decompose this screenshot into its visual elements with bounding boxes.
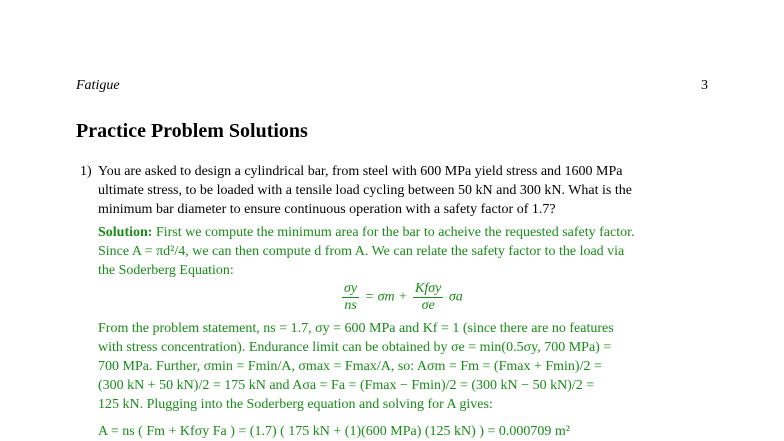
solution-label: Solution: <box>98 225 153 240</box>
problem-text-line-3: minimum bar diameter to ensure continuous operation with a safety factor of 1.7? <box>98 202 556 217</box>
equation-right-denominator: σe <box>421 298 435 313</box>
page-number: 3 <box>701 78 708 93</box>
solution-para-line-4: (300 kN + 50 kN)/2 = 175 kN and Aσa = Fa = (Fmax − Fmin)/2 = (300 kN − 50 kN)/2 = <box>98 378 595 393</box>
solution-para-line-5: 125 kN. Plugging into the Soderberg equation and solving for A gives: <box>98 397 493 412</box>
equation-left-denominator: ns <box>344 298 357 313</box>
solution-line-1-text: First we compute the minimum area for the bar to acheive the requested safety factor. <box>155 225 635 240</box>
equation-tail: σa <box>448 289 463 305</box>
equation-fraction-left <box>342 281 359 314</box>
problem-number: 1) <box>80 164 92 179</box>
running-header-section: Fatigue <box>76 78 120 93</box>
solution-line-1 <box>98 225 635 241</box>
solution-para-line-3: 700 MPa. Further, σmin = Fmin/A, σmax = Fmax/A, so: Aσm = Fm = (Fmax + Fmin)/2 = <box>98 359 602 374</box>
equation-left-numerator: σy <box>344 281 358 296</box>
solution-line-2: Since A = πd²/4, we can then compute d from A. We can relate the safety factor to the load via <box>98 244 625 259</box>
area-equation-partial: A = ns ( Fm + Kfσy Fa ) = (1.7) ( 175 kN + (1)(600 MPa) (125 kN) ) = 0.000709 m² <box>98 424 570 439</box>
problem-text-line-1: You are asked to design a cylindrical bar, from steel with 600 MPa yield stress and 1600 MPa <box>98 164 623 179</box>
solution-line-3: the Soderberg Equation: <box>98 263 234 278</box>
section-title: Practice Problem Solutions <box>76 120 308 142</box>
problem-text-line-2: ultimate stress, to be loaded with a tensile load cycling between 50 kN and 300 kN. What is the <box>98 183 632 198</box>
equation-middle: = σm + <box>364 289 408 305</box>
soderberg-equation <box>340 281 463 314</box>
solution-para-line-2: with stress concentration). Endurance limit can be obtained by σe = min(0.5σy, 700 MPa) = <box>98 340 612 355</box>
equation-fraction-right <box>413 281 443 314</box>
solution-para-line-1: From the problem statement, ns = 1.7, σy = 600 MPa and Kf = 1 (since there are no features <box>98 321 614 336</box>
equation-right-numerator: Kfσy <box>415 281 442 296</box>
